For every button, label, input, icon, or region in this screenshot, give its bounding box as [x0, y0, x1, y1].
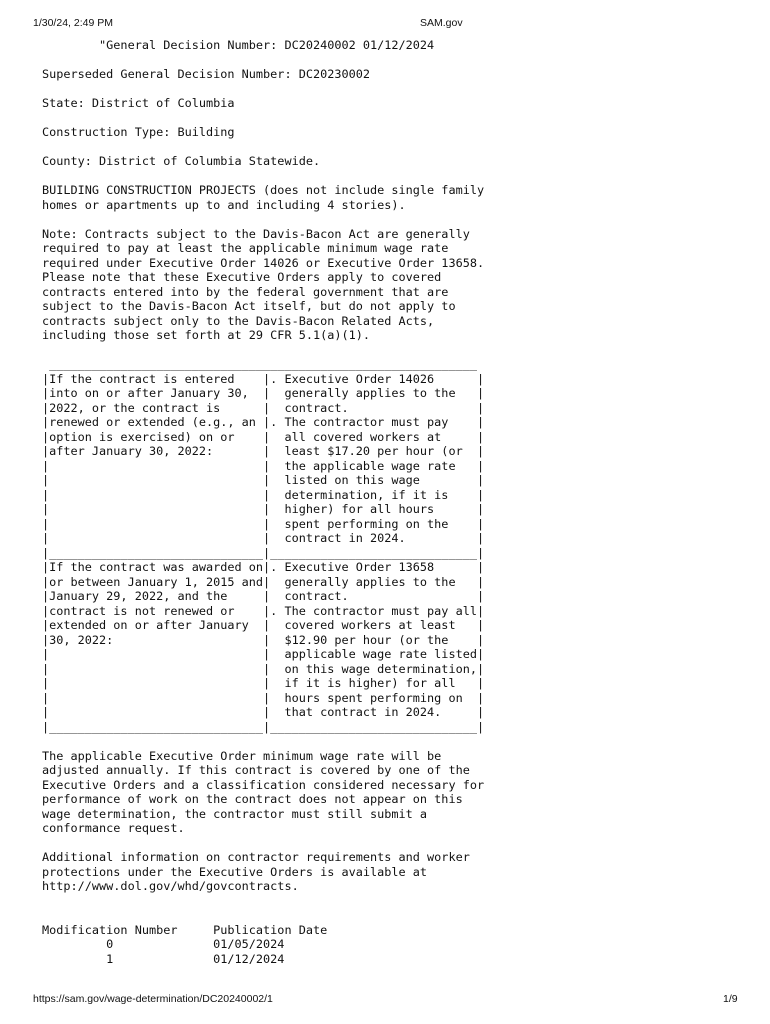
document-line: Additional information on contractor requirements and worker — [42, 850, 470, 864]
document-line: | | if it is higher) for all | — [42, 676, 485, 690]
document-line: http://www.dol.gov/whd/govcontracts. — [42, 879, 299, 893]
document-line: |______________________________|_____________________________| — [42, 719, 485, 734]
print-datetime: 1/30/24, 2:49 PM — [33, 17, 113, 29]
document-line: | | on this wage determination,| — [42, 661, 485, 676]
document-line: "General Decision Number: DC20240002 01/12/2024 — [42, 38, 435, 52]
document-line: including those set forth at 29 CFR 5.1(a)(1). — [42, 328, 371, 342]
document-line: contracts entered into by the federal government that are — [42, 284, 449, 299]
document-line: ____________________________________________________________ — [42, 357, 477, 371]
document-line: |extended on or after January | covered workers at least | — [42, 618, 485, 632]
document-line: County: District of Columbia Statewide. — [42, 154, 321, 168]
document-line: Modification Number Publication Date — [42, 922, 328, 937]
document-line: Note: Contracts subject to the Davis-Bacon Act are generally — [42, 226, 470, 241]
document-line: subject to the Davis-Bacon Act itself, but do not apply to — [42, 299, 456, 313]
document-line: homes or apartments up to and including 4 stories). — [42, 197, 406, 212]
document-line: conformance request. — [42, 821, 185, 835]
document-line: performance of work on the contract does not appear on this — [42, 792, 463, 806]
document-line: |2022, or the contract is | contract. | — [42, 400, 485, 415]
document-line: wage determination, the contractor must still submit a — [42, 806, 428, 821]
document-line: required to pay at least the applicable minimum wage rate — [42, 241, 449, 255]
document-line: required under Executive Order 14026 or Executive Order 13658. — [42, 255, 485, 270]
document-line: The applicable Executive Order minimum wage rate will be — [42, 748, 442, 763]
document-line: |option is exercised) on or | all covered workers at | — [42, 429, 485, 444]
document-line: contracts subject only to the Davis-Bacon Related Acts, — [42, 313, 435, 328]
document-line: | | the applicable wage rate | — [42, 458, 485, 473]
document-line: |If the contract was awarded on|. Executive Order 13658 | — [42, 560, 485, 574]
document-line: | | determination, if it is | — [42, 487, 485, 502]
print-url[interactable]: https://sam.gov/wage-determination/DC20240002/1 — [33, 993, 273, 1005]
document-line: |contract is not renewed or |. The contractor must pay all| — [42, 603, 485, 618]
document-line: | | higher) for all hours | — [42, 502, 485, 516]
document-line: |into on or after January 30, | generally applies to the | — [42, 386, 485, 400]
document-line: Construction Type: Building — [42, 125, 235, 139]
print-site-title: SAM.gov — [420, 17, 463, 29]
wage-determination-text — [42, 38, 484, 966]
document-line: 1 01/12/2024 — [42, 951, 285, 966]
document-line: | | listed on this wage | — [42, 473, 485, 487]
document-line: | | contract in 2024. | — [42, 531, 485, 545]
document-line: Please note that these Executive Orders apply to covered — [42, 270, 442, 284]
document-line: |January 29, 2022, and the | contract. | — [42, 589, 485, 603]
document-line: |30, 2022: | $12.90 per hour (or the | — [42, 632, 485, 647]
document-line: Executive Orders and a classification considered necessary for — [42, 777, 485, 792]
page-number: 1/9 — [723, 993, 738, 1005]
document-line: |______________________________|_____________________________| — [42, 545, 485, 560]
document-line: Superseded General Decision Number: DC20230002 — [42, 67, 371, 81]
document-line: adjusted annually. If this contract is covered by one of the — [42, 763, 470, 777]
document-line: |renewed or extended (e.g., an |. The contractor must pay | — [42, 415, 485, 429]
document-line: |If the contract is entered |. Executive Order 14026 | — [42, 371, 485, 386]
document-line: | | spent performing on the | — [42, 516, 485, 531]
document-line: | | applicable wage rate listed| — [42, 647, 485, 661]
document-line: BUILDING CONSTRUCTION PROJECTS (does not include single family — [42, 183, 485, 197]
document-line: State: District of Columbia — [42, 96, 235, 110]
document-line: | | hours spent performing on | — [42, 690, 485, 705]
document-line: |or between January 1, 2015 and| generally applies to the | — [42, 574, 485, 589]
document-line: | | that contract in 2024. | — [42, 705, 485, 719]
document-line: protections under the Executive Orders is available at — [42, 864, 428, 879]
document-line: 0 01/05/2024 — [42, 937, 285, 951]
document-line: |after January 30, 2022: | least $17.20 per hour (or | — [42, 444, 485, 458]
